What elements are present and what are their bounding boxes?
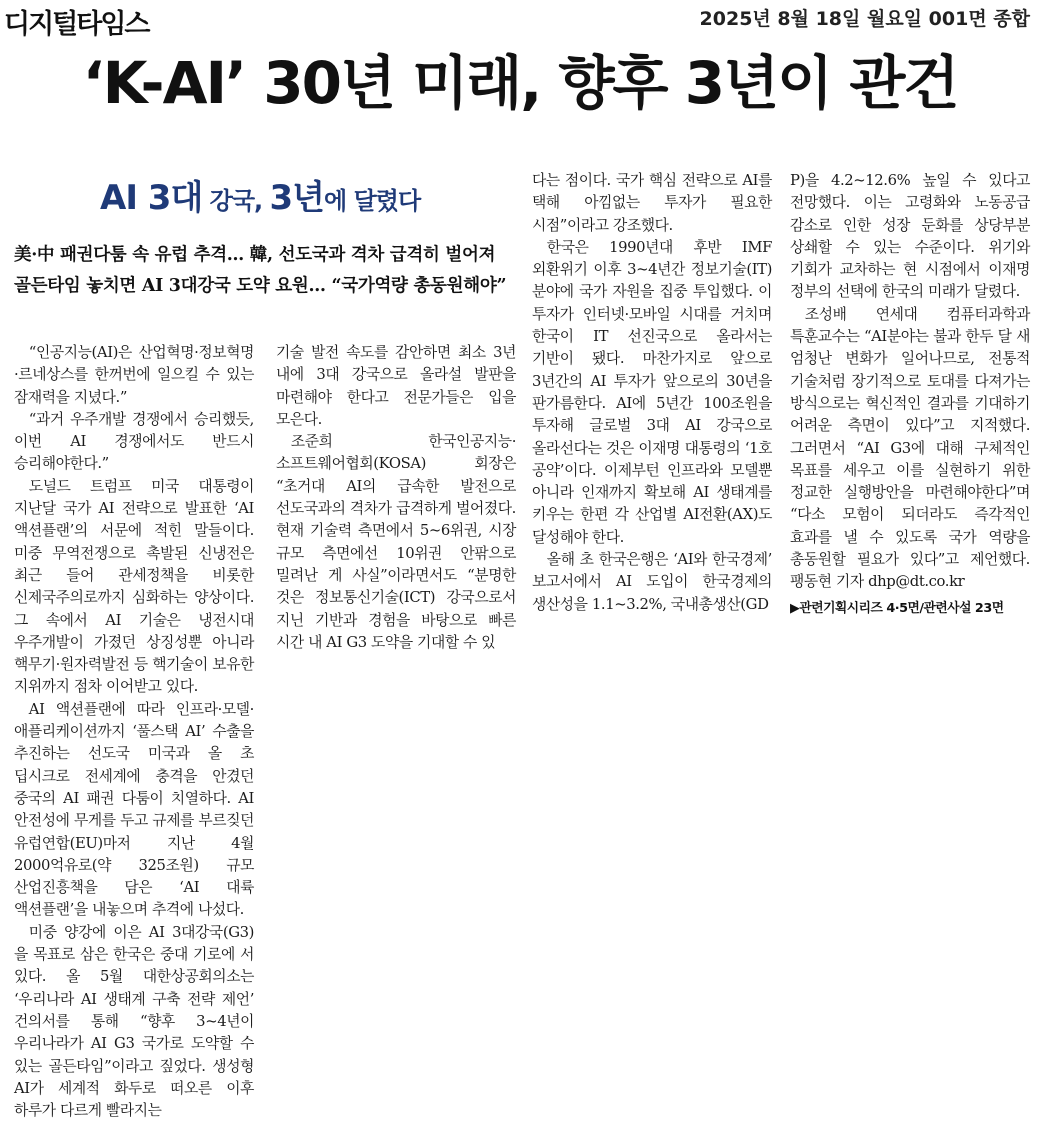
- article-paragraph: [790, 304, 1030, 594]
- deck: [14, 240, 524, 302]
- subhead-part1: AI 3대: [100, 178, 203, 218]
- newspaper-logo: 디지털타임스: [4, 9, 149, 40]
- article-paragraph: 한국은 1990년대 후반 IMF 외환위기 이후 3~4년간 정보기술(IT) 분야에 국가 자원을 집중 투입했다. 이 투자가 인터넷·모바일 시대를 거치며 한국이 IT 선진국으로 올라서는 기반이 됐다. 마찬가지로 앞으로 3년간의 AI 투자가 앞으로의 30년을 판가름한다. AI에 5년간 100조원을 투자해 글로벌 3대 AI 강국으로 올라선다는 것은 이재명 대통령의 ‘1호 공약’이다. 이제부턴 인프라와 모델뿐 아니라 인재까지 확보해 AI 생태계를 키우는 한편 각 산업별 AI전환(AX)도 달성해야 한다.: [532, 238, 772, 546]
- deck-line-1: 美·中 패권다툼 속 유럽 추격… 韓, 선도국과 격차 급격히 벌어져: [14, 245, 496, 265]
- article-paragraph: “인공지능(AI)은 산업혁명·정보혁명·르네상스를 한꺼번에 일으킬 수 있는 잠재력을 지녔다.”: [14, 344, 254, 406]
- main-headline: ‘K-AI’ 30년 미래, 향후 3년이 관건: [82, 49, 958, 117]
- article-column-4: [790, 170, 1030, 620]
- article-paragraph: “과거 우주개발 경쟁에서 승리했듯, 이번 AI 경쟁에서도 반드시 승리해야한다.”: [14, 410, 254, 473]
- article-column-1: [14, 342, 254, 1122]
- deck-line-2: 골든타임 놓치면 AI 3대강국 도약 요원… “국가역량 총동원해야”: [14, 276, 507, 296]
- article-paragraph: 도널드 트럼프 미국 대통령이 지난달 국가 AI 전략으로 발표한 ‘AI 액션플랜’의 서문에 적힌 말들이다. 미중 무역전쟁으로 촉발된 신냉전은 최근 들어 관세정책을 비롯한 신제국주의로까지 심화하는 양상이다. 그 속에서 AI 기술은 냉전시대 우주개발이 가졌던 상징성뿐 아니라 핵무기·원자력발전 등 핵기술이 보유한 지위까지 점차 이어받고 있다.: [14, 477, 254, 696]
- related-articles-link[interactable]: ▶관련기획시리즈 4·5면/관련사설 23면: [790, 600, 1004, 616]
- article-paragraph: P)을 4.2~12.6% 높일 수 있다고 전망했다. 이는 고령화와 노동공급 감소로 인한 성장 둔화를 상당부분 상쇄할 수 있는 수준이다. 위기와 기회가 교차하는 현 시점에서 이재명 정부의 선택에 한국의 미래가 달렸다.: [790, 172, 1030, 301]
- article-paragraph: 미중 양강에 이은 AI 3대강국(G3)을 목표로 삼은 한국은 중대 기로에 서 있다. 올 5월 대한상공회의소는 ‘우리나라 AI 생태계 구축 전략 제언’ 건의서를 통해 “향후 3~4년이 우리나라가 AI G3 국가로 도약할 수 있는 골든타임”이라고 짚었다. 생성형 AI가 세계적 화두로 떠오른 이후 하루가 다르게 빨라지는: [14, 923, 254, 1120]
- subhead-part3: 3년: [269, 178, 325, 218]
- article-paragraph: 기술 발전 속도를 감안하면 최소 3년 내에 3대 강국으로 올라설 발판을 마련해야 한다고 전문가들은 입을 모은다.: [276, 344, 516, 428]
- article-paragraph: AI 액션플랜에 따라 인프라·모델·애플리케이션까지 ‘풀스택 AI’ 수출을 추진하는 선도국 미국과 올 초 딥시크로 전세계에 충격을 안겼던 중국의 AI 패권 다툼이 치열하다. AI 안전성에 무게를 두고 규제를 부르짖던 유럽연합(EU)마저 지난 4월 2000억유로(약 325조원) 규모 산업진흥책을 담은 ‘AI 대륙 액션플랜’을 내놓으며 추격에 나섰다.: [14, 700, 254, 919]
- byline: 팽동현 기자 dhp@dt.co.kr: [790, 573, 965, 591]
- issue-info: 2025년 8월 18일 월요일 001면 종합: [699, 8, 1030, 30]
- article-column-3: [532, 170, 772, 616]
- subhead-part2: 강국,: [202, 187, 270, 215]
- article-paragraph: 올해 초 한국은행은 ‘AI와 한국경제’ 보고서에서 AI 도입이 한국경제의 생산성을 1.1~3.2%, 국내총생산(GD: [532, 551, 772, 613]
- article-paragraph: 다는 점이다. 국가 핵심 전략으로 AI를 택해 아낌없는 투자가 필요한 시점”이라고 강조했다.: [532, 172, 772, 234]
- subhead-part4: 에 달렸다: [324, 187, 421, 215]
- article-column-2: [276, 342, 516, 654]
- article-paragraph: 조준희 한국인공지능·소프트웨어협회(KOSA) 회장은 “초거대 AI의 급속한 발전으로 선도국과의 격차가 급격하게 벌어졌다. 현재 기술력 측면에서 5~6위권, 시장 규모 측면에선 10위권 안팎으로 밀려난 게 사실”이라면서도 “분명한 것은 정보통신기술(ICT) 강국으로서 지닌 기반과 경험을 바탕으로 빠른 시간 내 AI G3 도약을 기대할 수 있: [276, 433, 516, 651]
- subheadline: [100, 170, 420, 219]
- article-paragraph-text: 조성배 연세대 컴퓨터과학과 특훈교수는 “AI분야는 불과 한두 달 새 엄청난 변화가 일어나므로, 전통적 기술처럼 장기적으로 토대를 다져가는 방식으로는 혁신적인 결과를 기대하기 어려운 측면이 있다”고 지적했다. 그러면서 “AI G3에 대해 구체적인 목표를 세우고 이를 실현하기 위한 정교한 실행방안을 마련해야한다”며 “다소 모험이 되더라도 즉각적인 효과를 낼 수 있도록 국가 역량을 총동원할 필요가 있다”고 제언했다.: [790, 305, 1030, 569]
